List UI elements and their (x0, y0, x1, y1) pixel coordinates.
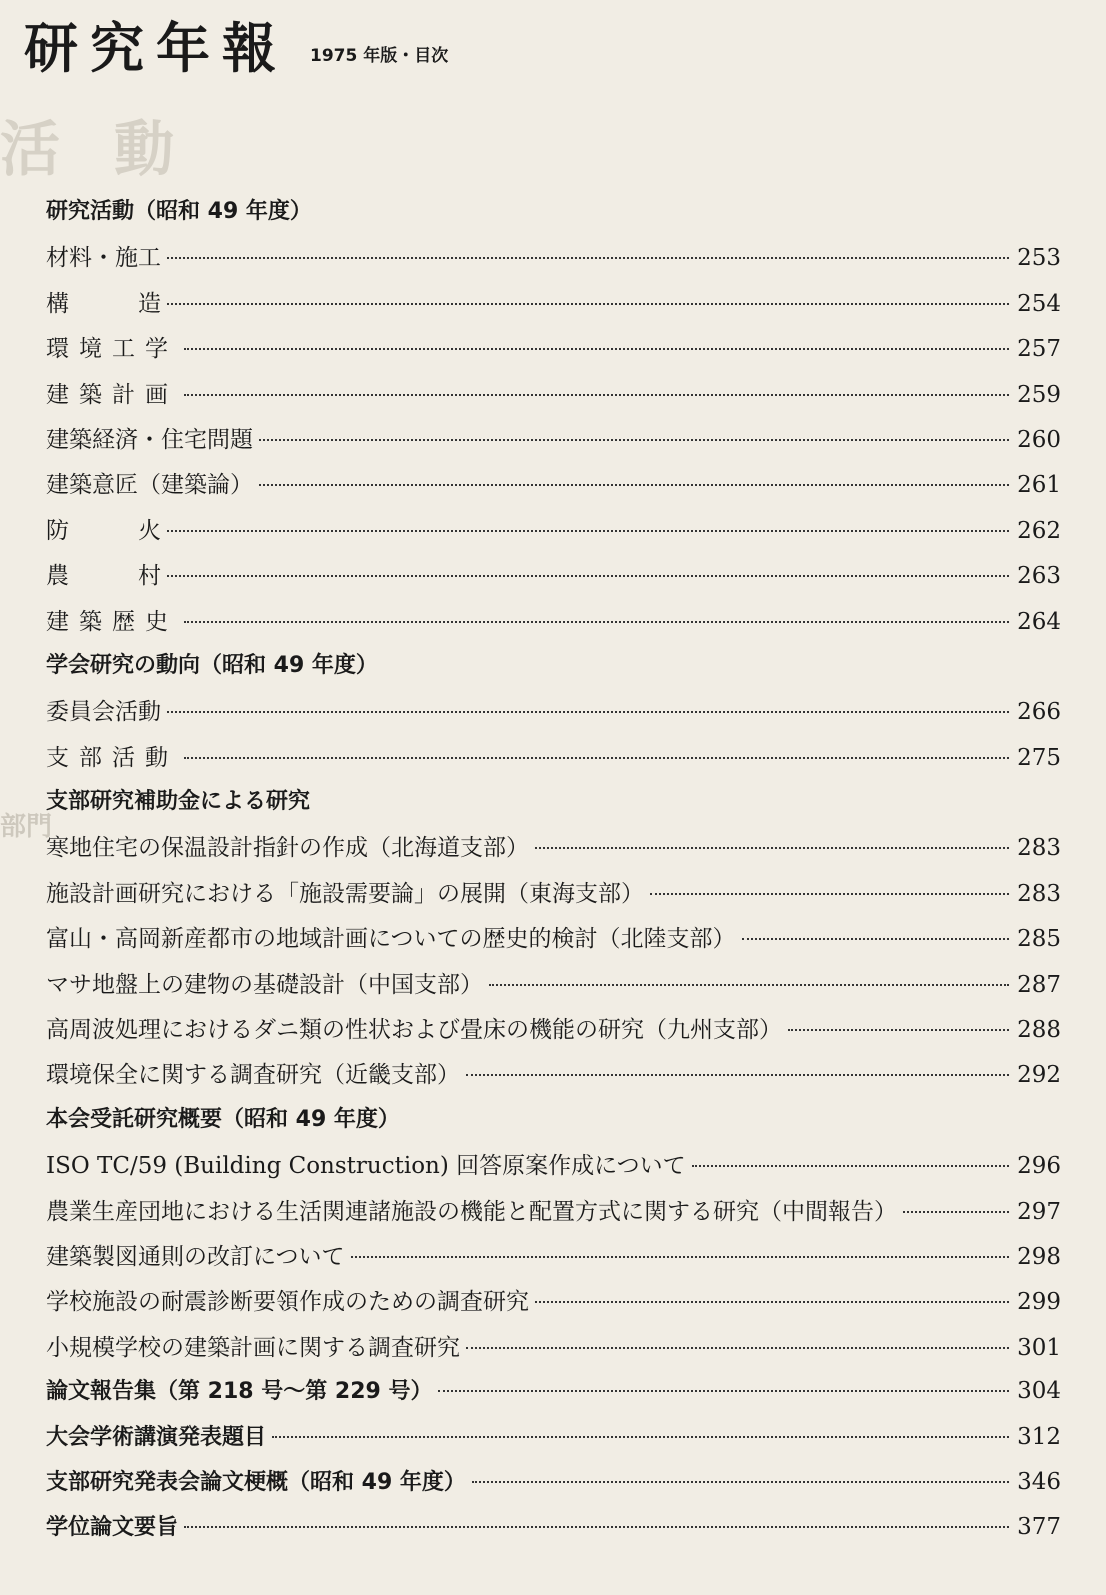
toc-section[interactable] (46, 1465, 1061, 1510)
page-number: 285 (1017, 926, 1061, 953)
section-title: 学位論文要旨 (46, 1515, 179, 1541)
toc-entry[interactable] (46, 603, 1061, 648)
edition-label: 1975 年版・目次 (310, 46, 449, 66)
bleed-through-heading: 活動 (0, 115, 228, 185)
page-number: 264 (1017, 608, 1061, 635)
toc-entry[interactable] (46, 1011, 1061, 1056)
leader-dots (742, 938, 1009, 940)
leader-dots (903, 1211, 1009, 1213)
page-number: 298 (1017, 1243, 1061, 1270)
toc-entry[interactable] (46, 376, 1061, 421)
toc-section[interactable] (46, 1510, 1061, 1555)
toc-entry[interactable] (46, 829, 1061, 874)
leader-dots (167, 711, 1009, 713)
leader-dots (272, 1436, 1009, 1438)
page-number: 275 (1017, 744, 1061, 771)
page-title: 研究年報 (24, 17, 288, 80)
toc-section[interactable] (46, 1420, 1061, 1465)
toc-entry[interactable] (46, 1283, 1061, 1328)
leader-dots (650, 893, 1009, 895)
section-title: 支部研究補助金による研究 (46, 789, 311, 815)
page-number: 253 (1017, 245, 1061, 272)
page-number: 301 (1017, 1334, 1061, 1361)
entry-title: 環境保全に関する調査研究（近畿支部） (46, 1062, 460, 1089)
toc-entry[interactable] (46, 693, 1061, 738)
page-number: 283 (1017, 880, 1061, 907)
toc-section[interactable] (46, 194, 1061, 239)
leader-dots (167, 530, 1009, 532)
toc-entry[interactable] (46, 875, 1061, 920)
toc-entry[interactable] (46, 1238, 1061, 1283)
entry-title: 構 造 (46, 290, 161, 317)
page-number: 261 (1017, 472, 1061, 499)
page-number: 299 (1017, 1289, 1061, 1316)
leader-dots (466, 1074, 1009, 1076)
toc-section[interactable] (46, 1374, 1061, 1419)
page-number: 288 (1017, 1017, 1061, 1044)
entry-title: 建築意匠（建築論） (46, 472, 253, 499)
entry-title: 建築計画 (46, 381, 178, 408)
page-number: 259 (1017, 381, 1061, 408)
entry-title: 学校施設の耐震診断要領作成のための調査研究 (46, 1289, 529, 1316)
toc-section[interactable] (46, 648, 1061, 693)
leader-dots (535, 847, 1009, 849)
page-number: 263 (1017, 563, 1061, 590)
leader-dots (167, 575, 1009, 577)
entry-title: 富山・高岡新産都市の地域計画についての歴史的検討（北陸支部） (46, 926, 736, 953)
leader-dots (184, 621, 1009, 623)
leader-dots (788, 1029, 1009, 1031)
leader-dots (259, 484, 1009, 486)
entry-title: 建築製図通則の改訂について (46, 1243, 345, 1270)
leader-dots (489, 984, 1009, 986)
entry-title: 小規模学校の建築計画に関する調査研究 (46, 1334, 460, 1361)
toc-entry[interactable] (46, 920, 1061, 965)
toc-entry[interactable] (46, 1056, 1061, 1101)
toc-section[interactable] (46, 1102, 1061, 1147)
table-of-contents (46, 194, 1061, 1556)
leader-dots (466, 1347, 1009, 1349)
entry-title: 寒地住宅の保温設計指針の作成（北海道支部） (46, 835, 529, 862)
page-number: 377 (1017, 1514, 1061, 1541)
page-number: 297 (1017, 1198, 1061, 1225)
leader-dots (184, 394, 1009, 396)
entry-title: 施設計画研究における「施設需要論」の展開（東海支部） (46, 880, 644, 907)
leader-dots (351, 1256, 1009, 1258)
section-title: 研究活動（昭和 49 年度） (46, 199, 312, 224)
entry-title: 支部活動 (46, 744, 178, 771)
entry-title: 高周波処理におけるダニ類の性状および畳床の機能の研究（九州支部） (46, 1017, 782, 1044)
leader-dots (167, 303, 1009, 305)
section-title: 本会受託研究概要（昭和 49 年度） (46, 1106, 400, 1132)
leader-dots (167, 257, 1009, 259)
toc-entry[interactable] (46, 1147, 1061, 1192)
toc-entry[interactable] (46, 1329, 1061, 1374)
toc-entry[interactable] (46, 512, 1061, 557)
page-number: 346 (1017, 1468, 1061, 1495)
leader-dots (692, 1165, 1009, 1167)
section-title: 学会研究の動向（昭和 49 年度） (46, 652, 378, 678)
toc-section[interactable] (46, 784, 1061, 829)
entry-title: 材料・施工 (46, 245, 161, 272)
toc-entry[interactable] (46, 557, 1061, 602)
entry-title: 防 火 (46, 517, 161, 544)
toc-entry[interactable] (46, 1193, 1061, 1238)
toc-entry[interactable] (46, 466, 1061, 511)
section-title: 支部研究発表会論文梗概（昭和 49 年度） (46, 1469, 466, 1495)
leader-dots (259, 439, 1009, 441)
page-number: 296 (1017, 1153, 1061, 1180)
toc-entry[interactable] (46, 239, 1061, 284)
leader-dots (472, 1481, 1009, 1483)
page-number: 312 (1017, 1423, 1061, 1450)
section-title: 論文報告集（第 218 号〜第 229 号） (46, 1379, 433, 1405)
entry-title: 建築歴史 (46, 608, 178, 635)
toc-entry[interactable] (46, 330, 1061, 375)
entry-title: 環境工学 (46, 336, 178, 363)
page-number: 292 (1017, 1062, 1061, 1089)
page-number: 257 (1017, 336, 1061, 363)
leader-dots (184, 1526, 1009, 1528)
toc-entry[interactable] (46, 285, 1061, 330)
page-number: 254 (1017, 290, 1061, 317)
page-number: 262 (1017, 517, 1061, 544)
entry-title: 委員会活動 (46, 699, 161, 726)
entry-title: 農業生産団地における生活関連諸施設の機能と配置方式に関する研究（中間報告） (46, 1198, 897, 1225)
page-header (24, 17, 449, 80)
leader-dots (535, 1301, 1009, 1303)
entry-title: 建築経済・住宅問題 (46, 426, 253, 453)
section-title: 大会学術講演発表題目 (46, 1424, 267, 1450)
page-number: 260 (1017, 426, 1061, 453)
leader-dots (184, 757, 1009, 759)
entry-title: ISO TC/59 (Building Construction) 回答原案作成について (46, 1153, 686, 1180)
toc-entry[interactable] (46, 966, 1061, 1011)
entry-title: 農 村 (46, 563, 161, 590)
toc-entry[interactable] (46, 421, 1061, 466)
leader-dots (184, 348, 1009, 350)
leader-dots (438, 1390, 1009, 1392)
page-number: 266 (1017, 699, 1061, 726)
bleed-through-side: 部門 (0, 812, 53, 842)
page-number: 304 (1017, 1378, 1061, 1405)
toc-entry[interactable] (46, 739, 1061, 784)
page-number: 287 (1017, 971, 1061, 998)
entry-title: マサ地盤上の建物の基礎設計（中国支部） (46, 971, 483, 998)
page-number: 283 (1017, 835, 1061, 862)
